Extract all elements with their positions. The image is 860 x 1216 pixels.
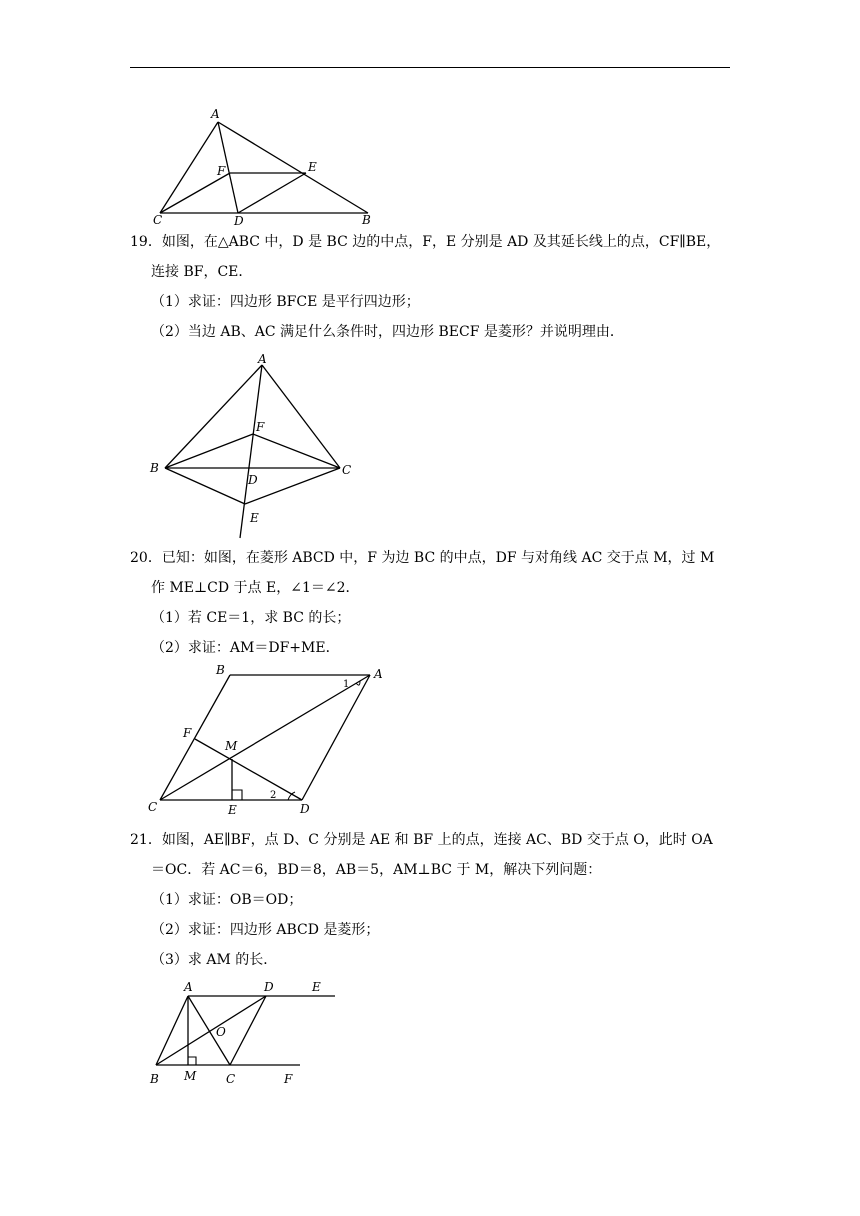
problem-19-line-1: 19．如图，在△ABC 中，D 是 BC 边的中点，F，E 分别是 AD 及其延长线上的点，CF∥BE， — [130, 234, 721, 250]
problem-19-part-1: （1）求证：四边形 BFCE 是平行四边形； — [151, 294, 420, 310]
label-E: E — [250, 511, 259, 525]
angle-1-label: 1 — [343, 679, 350, 690]
label-F: F — [217, 164, 226, 178]
header-rule — [130, 67, 730, 68]
label-A: A — [184, 980, 193, 994]
label-F: F — [183, 726, 192, 740]
problem-20-line-2: 作 ME⊥CD 于点 E，∠1＝∠2． — [151, 580, 360, 596]
label-F: F — [256, 420, 265, 434]
problem-21-line-1: 21．如图，AE∥BF，点 D、C 分别是 AE 和 BF 上的点，连接 AC、BD 交于点 O，此时 OA — [130, 832, 713, 848]
label-D: D — [248, 473, 258, 487]
label-D: D — [234, 214, 244, 228]
label-E: E — [312, 980, 321, 994]
problem-21-part-3: （3）求 AM 的长． — [151, 952, 278, 968]
figure-18 — [140, 100, 390, 230]
problem-21-part-2: （2）求证：四边形 ABCD 是菱形； — [151, 922, 380, 938]
rhombus-figure-20 — [140, 662, 400, 822]
label-O: O — [216, 1025, 226, 1039]
label-A: A — [374, 667, 383, 681]
problem-21-part-1: （1）求证：OB＝OD； — [151, 892, 303, 908]
label-M: M — [184, 1069, 197, 1083]
label-C: C — [153, 213, 163, 227]
label-D: D — [300, 802, 310, 816]
figure-21 — [140, 976, 360, 1096]
label-E: E — [228, 803, 237, 817]
label-B: B — [150, 1072, 159, 1086]
figure-20 — [140, 662, 400, 822]
problem-20-part-1: （1）若 CE＝1，求 BC 的长； — [151, 610, 351, 626]
problem-19-line-2: 连接 BF，CE． — [151, 264, 253, 280]
triangle-figure-18 — [140, 100, 390, 230]
problem-21-line-2: ＝OC．若 AC＝6，BD＝8，AB＝5，AM⊥BC 于 M，解决下列问题： — [151, 862, 602, 878]
label-B: B — [216, 663, 225, 677]
figure-19 — [140, 352, 370, 542]
label-C: C — [342, 463, 352, 477]
label-C: C — [148, 800, 158, 814]
label-A: A — [258, 352, 267, 366]
quadrilateral-figure-19 — [140, 352, 370, 542]
problem-20-line-1: 20．已知：如图，在菱形 ABCD 中，F 为边 BC 的中点，DF 与对角线 AC 交于点 M，过 M — [130, 550, 715, 566]
label-F: F — [284, 1072, 293, 1086]
label-D: D — [264, 980, 274, 994]
angle-2-label: 2 — [270, 790, 277, 801]
label-C: C — [226, 1072, 236, 1086]
label-E: E — [308, 160, 317, 174]
label-B: B — [362, 213, 371, 227]
label-A: A — [211, 107, 220, 121]
rhombus-figure-21 — [140, 976, 360, 1096]
problem-19-part-2: （2）当边 AB、AC 满足什么条件时，四边形 BECF 是菱形？并说明理由． — [151, 324, 624, 340]
problem-20-part-2: （2）求证：AM＝DF+ME． — [151, 640, 340, 656]
label-B: B — [150, 461, 159, 475]
label-M: M — [225, 739, 238, 753]
